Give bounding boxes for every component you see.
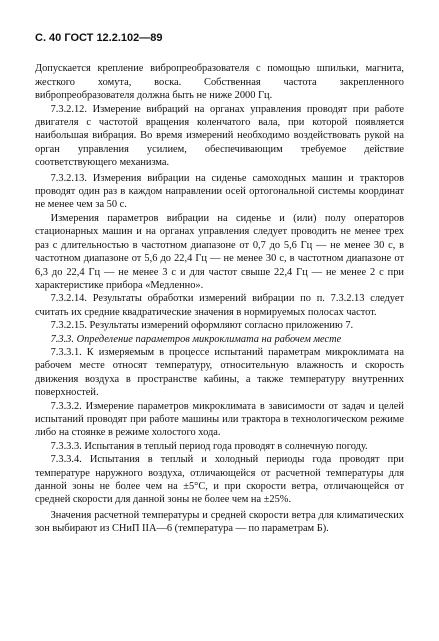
paragraph: 7.3.3.4. Испытания в теплый и холодный периоды года проводят при температуре наружного воздуха, отличающейся от расчетной температуры для данной зоны не более чем на ±5°С, и при скорости ветра, отличающейся от средней скорости для данной зоны не более чем на ±25%. — [35, 454, 404, 506]
paragraph: 7.3.2.15. Результаты измерений оформляют согласно приложению 7. — [50, 320, 354, 332]
paragraph: 7.3.2.14. Результаты обработки измерений вибрации по п. 7.3.2.13 следует считать их средние квадратические значения в нормируемых полосах частот. — [35, 293, 404, 318]
paragraph: 7.3.3.3. Испытания в теплый период года проводят в солнечную погоду. — [50, 440, 368, 452]
paragraph: 7.3.3.1. К измеряемым в процессе испытаний параметрам микроклимата на рабочем месте относят температуру, относительную влажность и скорость движения воздуха в пространстве кабины, а также температуру внутренних поверхностей. — [35, 346, 404, 399]
section-heading: 7.3.3. Определение параметров микроклимата на рабочем месте — [50, 333, 342, 345]
paragraph: 7.3.2.13. Измерения вибрации на сиденье самоходных машин и тракторов проводят один раз в каждом направлении осей ортогональной системы координат не менее чем за 50 с. — [35, 172, 404, 211]
document-body — [35, 62, 404, 535]
paragraph: Допускается крепление вибропреобразователя с помощью шпильки, магнита, жесткого хомута, воска. Собственная частота закрепленного вибропреобразователя должна быть не ниже 2000 Гц. — [35, 63, 404, 102]
page-header: С. 40 ГОСТ 12.2.102—89 — [35, 32, 163, 44]
paragraph: Измерения параметров вибрации на сиденье и (или) полу операторов стационарных машин и на органах управления следует проводить не менее трех раз с длительностью в частотном диапазоне от 0,7 до 5,6 Гц — не менее 30 с, в частотном диапазоне от 5,6 до 22,4 Гц — не менее 30 с, в частотном диапазоне от 6,3 до 22,4 Гц — не менее 3 с и для частот свыше 22,4 Гц — не менее 2 с при характеристике прибора «Медленно». — [35, 212, 404, 291]
paragraph: 7.3.3.2. Измерение параметров микроклимата в зависимости от задач и целей испытаний проводят при работе машины или трактора в технологическом режиме либо на стоянке в режиме холостого хода. — [35, 400, 404, 439]
paragraph: Значения расчетной температуры и средней скорости ветра для климатических зон выбирают из СНиП IIА—6 (температура — по параметрам Б). — [35, 509, 404, 535]
paragraph: 7.3.2.12. Измерение вибраций на органах управления проводят при работе двигателя с частотой вращения коленчатого вала, при которой появляется наибольшая вибрация. Во время измерений необходимо воздействовать рукой на орган управления усилием, обеспечивающим требуемое действие соответствующего механизма. — [35, 103, 404, 169]
